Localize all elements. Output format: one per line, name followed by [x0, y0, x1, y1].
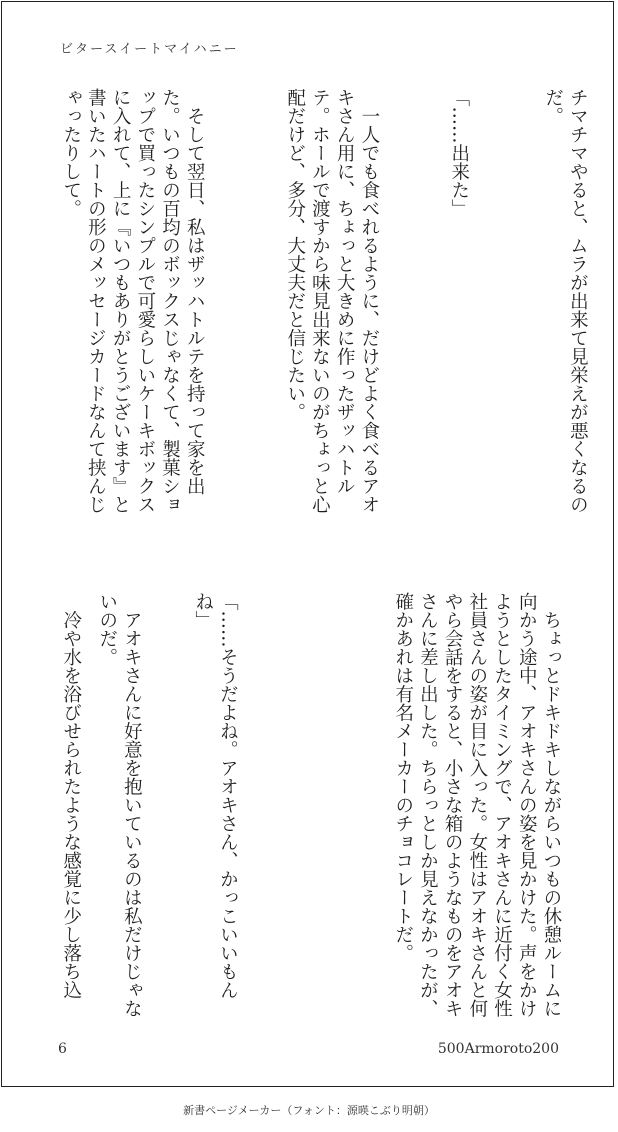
running-title: ビタースイートマイハニー	[60, 42, 239, 57]
text-column: そして翌日、私はザッハトルテを持って家を出た。いつもの百均のボックスじゃなくて、製菓ショップで買ったシンプルで可愛らしいケーキボックスに入れて、上に『いつもありがとうございます』と書いたハートの形のメッセージカードなんて挟んじゃったりして。	[60, 88, 206, 514]
text-column: チマチマやると、ムラが出来て見栄えが悪くなるのだ。	[542, 88, 589, 514]
text-column: ちょっとドキドキしながらいつもの休憩ルームに向かう途中、アオキさんの姿を見かけた。声をかけようとしたタイミングで、アオキさんに近付く女性社員さんの姿が目に入った。女性はアオキさんと何やら会話をすると、小さな箱のようなものをアオキさんに差し出した。ちらっとしか見えなかったが、確かあれは有名メーカーのチョコレートだ。	[392, 592, 562, 1018]
text-column: 「……そうだよね。アオキさん、かっこいいもんね」	[192, 592, 239, 999]
text-column: 冷や水を浴びせられたような感覚に少し落ち込	[60, 592, 82, 999]
footer-credit: 新書ページメーカー（フォント：源暎こぶり明朝）	[183, 1104, 435, 1117]
page-number: 6	[58, 1041, 67, 1057]
text-column: 「……出来た」	[448, 88, 470, 218]
text-column: アオキさんに好意を抱いているのは私だけじゃないのだ。	[96, 592, 143, 1018]
author-name: 500Armoroto200	[437, 1041, 559, 1057]
book-page	[1, 1, 614, 1087]
text-column: 一人でも食べれるように、だけどよく食べるアオキさん用に、ちょっと大きめに作ったザッハトルテ。ホールで渡すから味見出来ないのがちょっと心配だけど、多分、大丈夫だと信じたい。	[284, 88, 380, 514]
